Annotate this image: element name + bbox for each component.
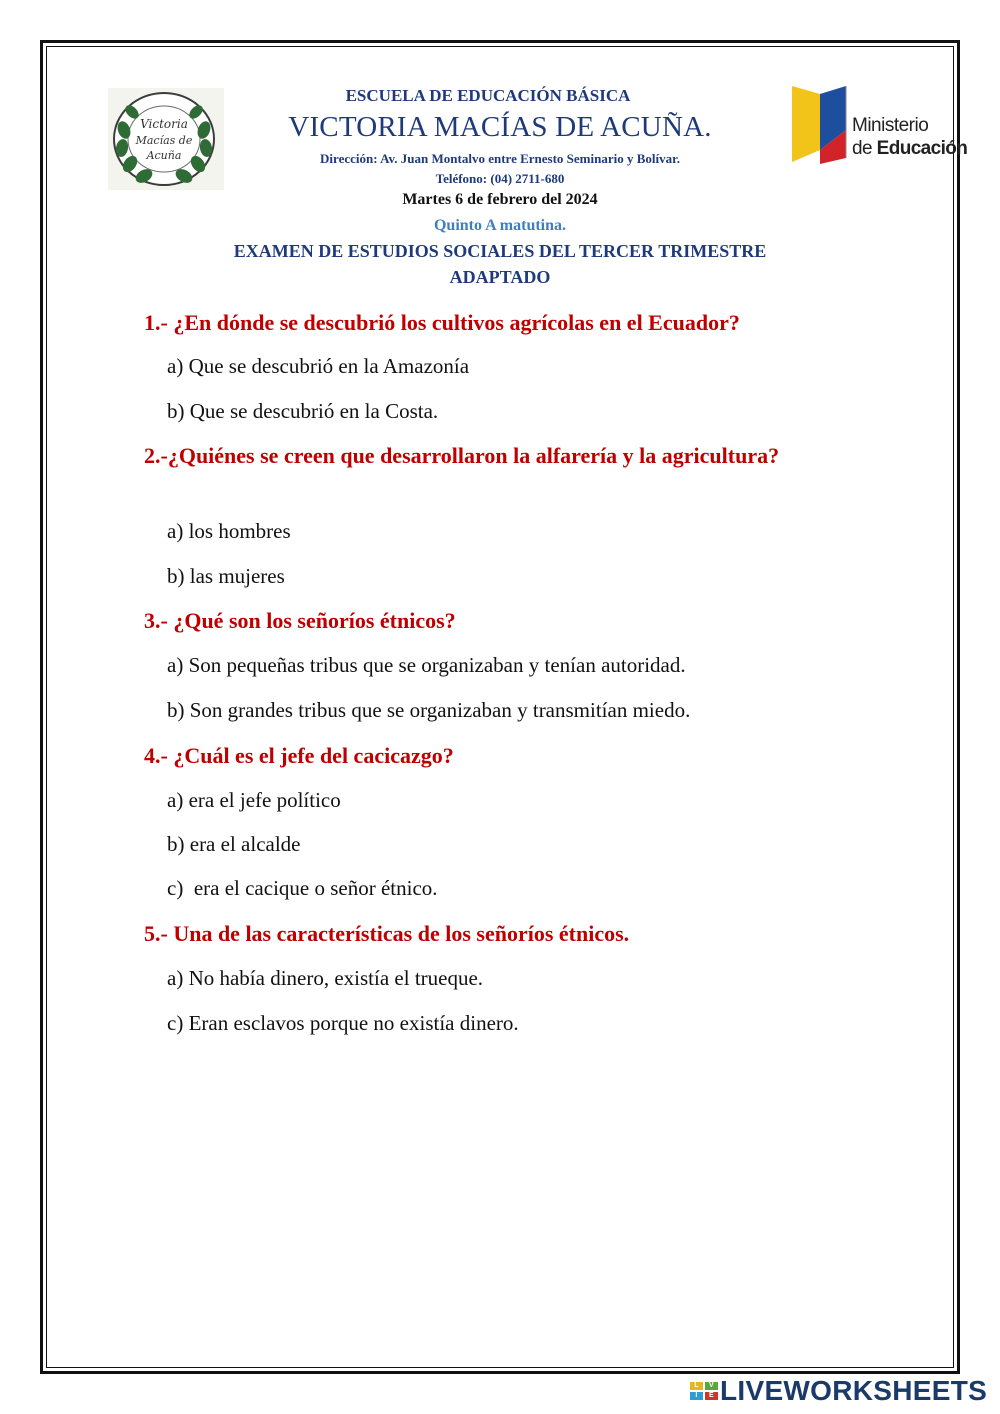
exam-title: EXAMEN DE ESTUDIOS SOCIALES DEL TERCER TRIMESTRE bbox=[233, 241, 767, 261]
liveworksheets-brand bbox=[690, 1376, 987, 1406]
course-name: Quinto A matutina. bbox=[433, 217, 567, 234]
seal-text-line2: Macías de bbox=[135, 134, 193, 147]
school-name: VICTORIA MACÍAS DE ACUÑA. bbox=[288, 111, 712, 143]
question-1: 1.- ¿En dónde se descubrió los cultivos agrícolas en el Ecuador? bbox=[144, 310, 740, 335]
question-5-option-a[interactable]: a) No había dinero, existía el trueque. bbox=[167, 966, 484, 990]
school-type: ESCUELA DE EDUCACIÓN BÁSICA bbox=[345, 86, 631, 105]
question-5-option-c[interactable]: c) Eran esclavos porque no existía dinero. bbox=[167, 1011, 519, 1035]
ministry-line1: Ministerio bbox=[852, 115, 929, 136]
question-2-option-b[interactable]: b) las mujeres bbox=[167, 564, 285, 588]
liveworksheets-icon-2: V E bbox=[705, 1381, 718, 1401]
question-4-option-a[interactable]: a) era el jefe político bbox=[167, 788, 341, 812]
seal-text-line1: Victoria bbox=[140, 117, 188, 131]
question-3: 3.- ¿Qué son los señoríos étnicos? bbox=[144, 608, 456, 633]
liveworksheets-wordmark: LIVEWORKSHEETS bbox=[720, 1375, 988, 1406]
school-address: Dirección: Av. Juan Montalvo entre Ernesto Seminario y Bolívar. bbox=[320, 151, 680, 166]
question-1-option-b[interactable]: b) Que se descubrió en la Costa. bbox=[167, 399, 439, 423]
question-4-option-c[interactable]: c) era el cacique o señor étnico. bbox=[167, 876, 438, 900]
exam-date: Martes 6 de febrero del 2024 bbox=[402, 191, 598, 208]
question-3-option-b[interactable]: b) Son grandes tribus que se organizaban y transmitían miedo. bbox=[167, 698, 691, 722]
question-4-option-b[interactable]: b) era el alcalde bbox=[167, 832, 301, 856]
question-2: 2.-¿Quiénes se creen que desarrollaron la alfarería y la agricultura? bbox=[144, 443, 780, 468]
exam-subtitle: ADAPTADO bbox=[449, 267, 551, 287]
question-4: 4.- ¿Cuál es el jefe del cacicazgo? bbox=[144, 743, 454, 768]
question-1-option-a[interactable]: a) Que se descubrió en la Amazonía bbox=[167, 354, 470, 378]
liveworksheets-icon: L I bbox=[690, 1381, 703, 1401]
question-3-option-a[interactable]: a) Son pequeñas tribus que se organizaban y tenían autoridad. bbox=[167, 653, 686, 677]
question-5: 5.- Una de las características de los señoríos étnicos. bbox=[144, 921, 630, 946]
school-phone: Teléfono: (04) 2711-680 bbox=[435, 171, 565, 186]
question-2-option-a[interactable]: a) los hombres bbox=[167, 519, 291, 543]
seal-text-line3: Acuña bbox=[146, 149, 182, 162]
ministry-line2: de Educación bbox=[852, 138, 968, 159]
